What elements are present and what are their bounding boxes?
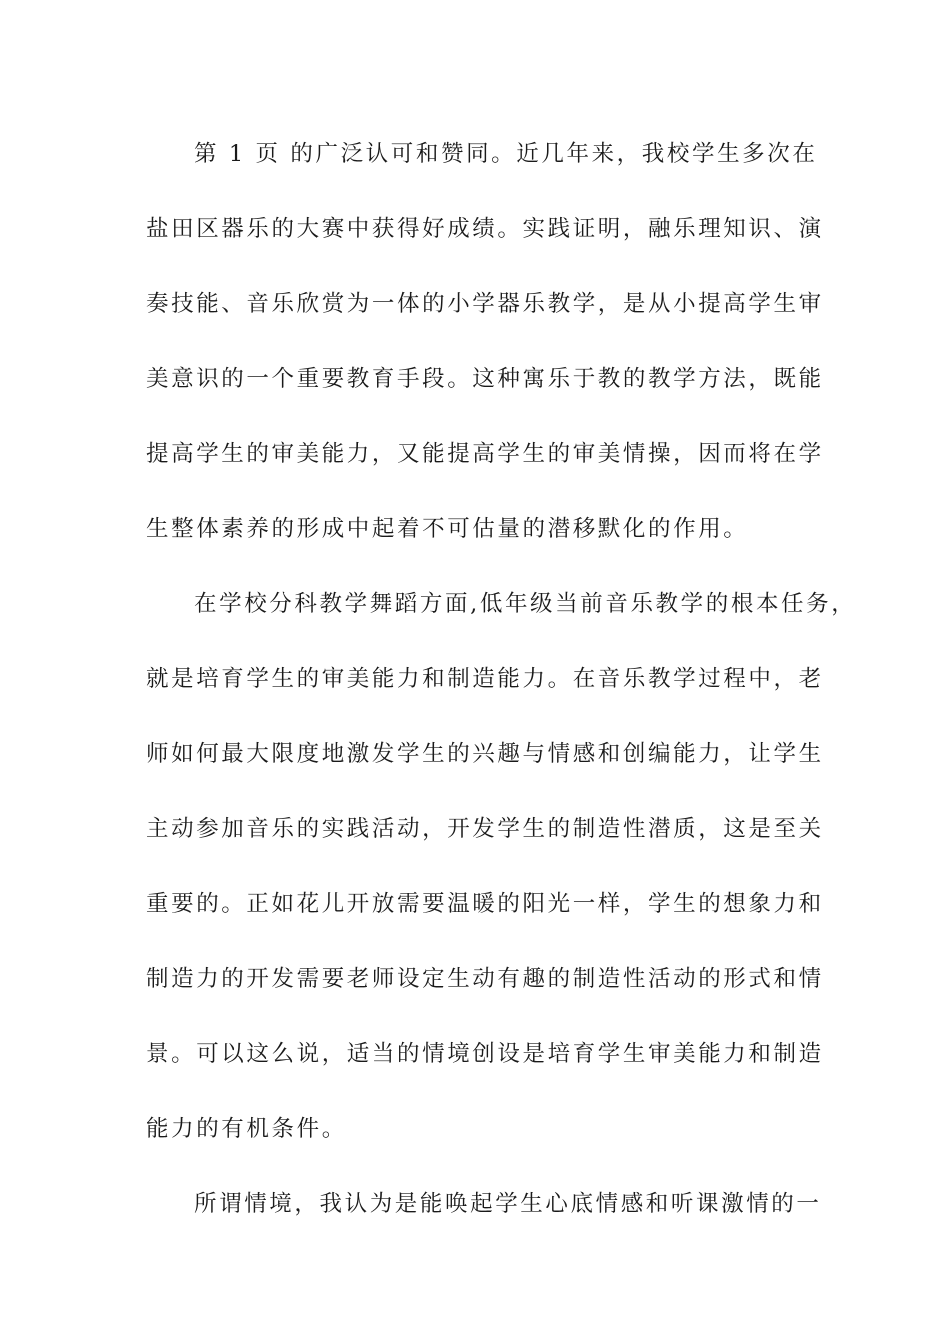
text-line: 生整体素养的形成中起着不可估量的潜移默化的作用。 [146,516,749,542]
text-line: 主动参加音乐的实践活动，开发学生的制造性潜质，这是至关 [146,816,824,842]
text-line: 在学校分科教学舞蹈方面,低年级当前音乐教学的根本任务， [194,591,857,617]
text-line: 盐田区器乐的大赛中获得好成绩。实践证明，融乐理知识、演 [146,216,824,242]
text-line: 制造力的开发需要老师设定生动有趣的制造性活动的形式和情 [146,966,824,992]
text-line: 奏技能、音乐欣赏为一体的小学器乐教学，是从小提高学生审 [146,291,824,317]
text-line: 美意识的一个重要教育手段。这种寓乐于教的教学方法，既能 [146,366,824,392]
text-line: 景。可以这么说，适当的情境创设是培育学生审美能力和制造 [146,1041,824,1067]
text-line: 能力的有机条件。 [146,1116,347,1142]
text-line: 重要的。正如花儿开放需要温暖的阳光一样，学生的想象力和 [146,891,824,917]
text-line: 第 1 页 的广泛认可和赞同。近几年来，我校学生多次在 [194,141,818,167]
text-line: 就是培育学生的审美能力和制造能力。在音乐教学过程中，老 [146,666,824,692]
text-line: 所谓情境，我认为是能唤起学生心底情感和听课激情的一 [194,1191,822,1217]
text-line: 师如何最大限度地激发学生的兴趣与情感和创编能力，让学生 [146,741,824,767]
text-line: 提高学生的审美能力，又能提高学生的审美情操，因而将在学 [146,441,824,467]
